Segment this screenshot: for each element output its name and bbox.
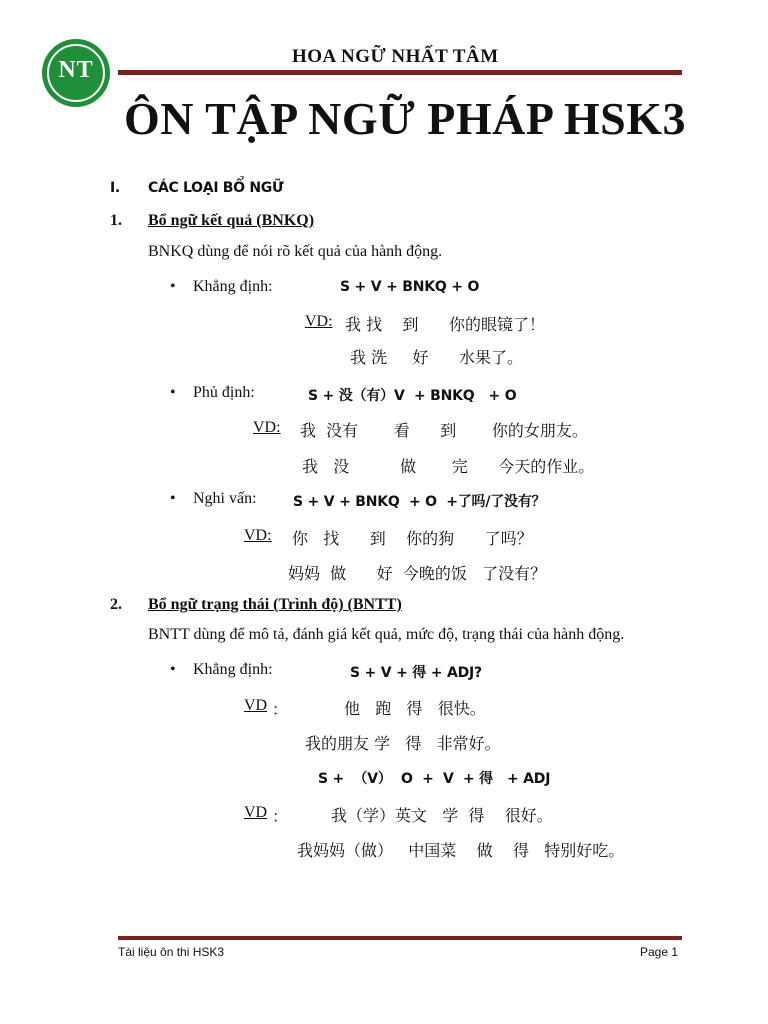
example-label-colon: ： bbox=[272, 807, 289, 826]
logo bbox=[42, 39, 110, 107]
part2-description: BNTT dùng để mô tả, đánh giá kết quả, mức độ, trạng thái của hành động. bbox=[148, 626, 625, 643]
header-divider bbox=[118, 70, 682, 75]
part1-negative-label: Phủ định: bbox=[193, 384, 255, 401]
bullet-dot: • bbox=[170, 490, 176, 507]
example-label-colon: ： bbox=[272, 700, 289, 719]
part1-description: BNKQ dùng để nói rõ kết quả của hành động. bbox=[148, 243, 443, 260]
example-label: VD: bbox=[253, 419, 281, 436]
part1-number: 1. bbox=[110, 212, 122, 229]
example-label: VD bbox=[244, 804, 268, 821]
example-sentence: 你 找 到 你的狗 了吗？ bbox=[292, 529, 533, 548]
part2-heading: Bổ ngữ trạng thái (Trình độ) (BNTT) bbox=[148, 596, 402, 613]
example-sentence: 我 找 到 你的眼镜了！ bbox=[345, 315, 545, 334]
example-sentence: 我的朋友 学 得 非常好。 bbox=[305, 734, 501, 753]
part1-heading: Bổ ngữ kết quả (BNKQ) bbox=[148, 212, 315, 229]
section-title: CÁC LOẠI BỔ NGỮ bbox=[148, 180, 284, 196]
section-number: I. bbox=[110, 180, 120, 196]
part1-question-label: Nghi vấn: bbox=[193, 490, 257, 507]
example-sentence: 他 跑 得 很快。 bbox=[344, 699, 486, 718]
bullet-dot: • bbox=[170, 278, 176, 295]
example-sentence: 我（学）英文 学 得 很好。 bbox=[331, 806, 553, 825]
part1-negative-formula: S + 没（有）V + BNKQ + O bbox=[308, 388, 517, 404]
part2-affirmative-formula: S + V + 得 + ADJ? bbox=[350, 665, 482, 681]
example-sentence: 我 没有 看 到 你的女朋友。 bbox=[300, 421, 588, 440]
example-label: VD: bbox=[305, 313, 333, 330]
example-sentence: 我 洗 好 水果了。 bbox=[350, 348, 524, 367]
part1-question-formula: S + V + BNKQ + O +了吗/了没有？ bbox=[293, 494, 546, 510]
footer-divider bbox=[118, 936, 682, 940]
example-sentence: 我妈妈（做） 中国菜 做 得 特别好吃。 bbox=[297, 841, 625, 860]
part1-affirmative-formula: S + V + BNKQ + O bbox=[340, 279, 480, 295]
bullet-dot: • bbox=[170, 384, 176, 401]
part2-formula2: S + （V） O + V + 得 + ADJ bbox=[318, 771, 551, 787]
bullet-dot: • bbox=[170, 661, 176, 678]
brand-header: HOA NGỮ NHẤT TÂM bbox=[292, 46, 499, 67]
page-title: ÔN TẬP NGỮ PHÁP HSK3 bbox=[124, 93, 687, 144]
part1-affirmative-label: Khẳng định: bbox=[193, 278, 273, 295]
example-sentence: 妈妈 做 好 今晚的饭 了没有？ bbox=[288, 564, 547, 583]
example-sentence: 我 没 做 完 今天的作业。 bbox=[302, 457, 595, 476]
logo-text: NT bbox=[58, 57, 94, 83]
footer-page-number: Page 1 bbox=[640, 945, 679, 959]
part2-number: 2. bbox=[110, 596, 122, 613]
part2-affirmative-label: Khẳng định: bbox=[193, 661, 273, 678]
example-label: VD bbox=[244, 697, 268, 714]
example-label: VD: bbox=[244, 527, 272, 544]
footer-doc-title: Tài liệu ôn thi HSK3 bbox=[118, 945, 225, 959]
